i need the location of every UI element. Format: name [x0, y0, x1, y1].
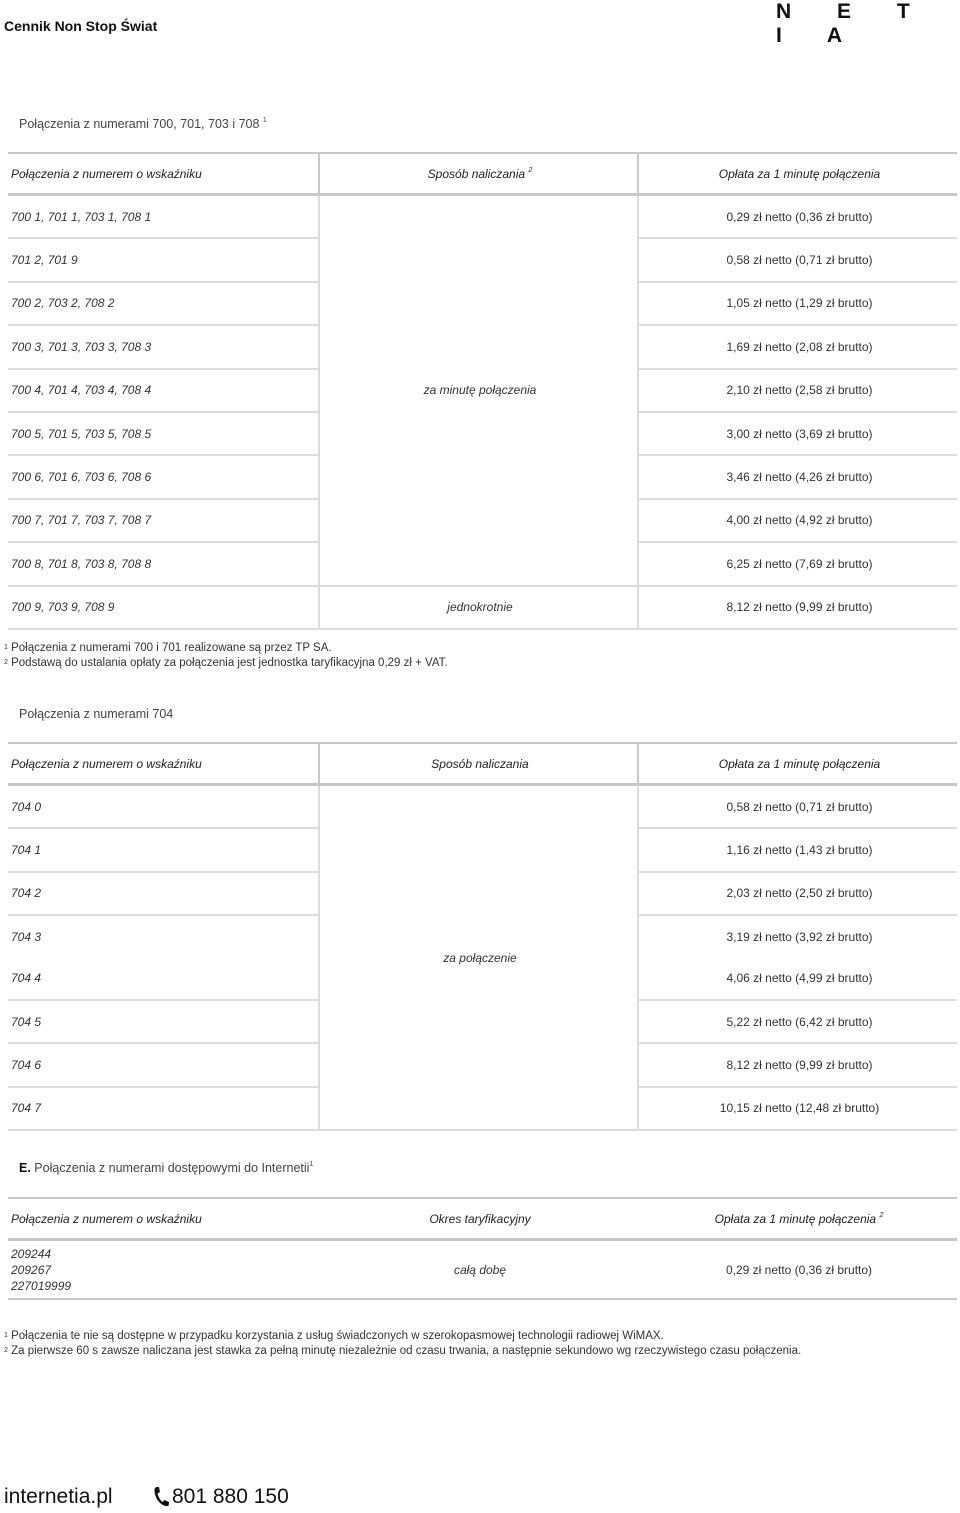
table-row	[8, 785, 957, 829]
price-cell: 10,15 zł netto (12,48 zł brutto)	[638, 1087, 957, 1130]
footnotes-section3	[4, 1329, 801, 1359]
section2-heading: Połączenia z numerami 704	[19, 707, 174, 721]
footnote-marker: 1	[4, 1332, 8, 1339]
method-cell: jednokrotnie	[319, 586, 638, 629]
col-header-number: Połączenia z numerem o wskaźniku	[8, 153, 319, 195]
price-cell: 8,12 zł netto (9,99 zł brutto)	[638, 1043, 957, 1086]
table-header-row	[8, 743, 957, 785]
section-letter: E.	[19, 1161, 31, 1175]
section3-heading	[19, 1161, 313, 1175]
footnote-text: Podstawą do ustalania opłaty za połączenia jest jednostka taryfikacyjna 0,29 zł + VAT.	[11, 657, 448, 669]
footnote-text: Za pierwsze 60 s zawsze naliczana jest stawka za pełną minutę niezależnie od czasu trwania, a następnie sekundowo wg rzeczywistego czasu połączenia.	[11, 1345, 802, 1357]
price-cell: 6,25 zł netto (7,69 zł brutto)	[638, 542, 957, 585]
price-cell: 8,12 zł netto (9,99 zł brutto)	[638, 586, 957, 629]
price-cell: 5,22 zł netto (6,42 zł brutto)	[638, 1000, 957, 1043]
col-header-method	[319, 153, 638, 195]
number-cell: 704 4	[8, 958, 319, 1000]
footnote-marker: 1	[309, 1161, 314, 1168]
website-link[interactable]: internetia.pl	[4, 1485, 113, 1508]
number-cell: 701 2, 701 9	[8, 238, 319, 281]
footnote	[4, 641, 448, 656]
price-cell: 0,29 zł netto (0,36 zł brutto)	[638, 195, 957, 239]
footnote-marker: 2	[879, 1211, 884, 1219]
price-cell: 0,29 zł netto (0,36 zł brutto)	[638, 1240, 957, 1300]
period-cell: całą dobę	[319, 1240, 638, 1300]
footnote	[4, 1344, 801, 1359]
phone-contact[interactable]	[152, 1485, 289, 1509]
number-cell: 700 8, 701 8, 703 8, 708 8	[8, 542, 319, 585]
footnote-marker: 2	[528, 166, 533, 174]
col-header-method: Sposób naliczania	[319, 743, 638, 785]
access-number: 209244	[11, 1246, 52, 1261]
phone-number: 801 880 150	[172, 1485, 289, 1508]
number-cell	[8, 1240, 319, 1300]
number-cell: 704 3	[11, 929, 42, 944]
number-cell: 704 6	[8, 1043, 319, 1086]
price-cell: 3,00 zł netto (3,69 zł brutto)	[638, 412, 957, 455]
price-cell: 1,16 zł netto (1,43 zł brutto)	[638, 828, 957, 871]
price-cell: 1,05 zł netto (1,29 zł brutto)	[638, 282, 957, 325]
footnote-marker: 2	[4, 1347, 8, 1354]
number-cell: 700 5, 701 5, 703 5, 708 5	[8, 412, 319, 455]
table-header-row	[8, 153, 957, 195]
table-700-numbers	[8, 152, 957, 630]
table-internet-numbers	[8, 1197, 957, 1300]
number-cell: 704 7	[8, 1087, 319, 1130]
netia-logo: N E T I A	[776, 0, 930, 47]
price-cell: 3,46 zł netto (4,26 zł brutto)	[638, 455, 957, 498]
doc-title: Cennik Non Stop Świat	[4, 18, 158, 34]
number-cell: 704 5	[8, 1000, 319, 1043]
access-number: 227019999	[11, 1278, 72, 1293]
col-header-price: Opłata za 1 minutę połączenia	[638, 153, 957, 195]
footnote	[4, 656, 448, 671]
price-cell: 4,06 zł netto (4,99 zł brutto)	[638, 958, 957, 1000]
col-header-period: Okres taryfikacyjny	[319, 1198, 638, 1240]
col-header-number: Połączenia z numerem o wskaźniku	[8, 1198, 319, 1240]
section3-heading-text: Połączenia z numerami dostępowymi do Internetii	[34, 1161, 310, 1175]
price-cell: 2,10 zł netto (2,58 zł brutto)	[638, 369, 957, 412]
section1-heading-text: Połączenia z numerami 700, 701, 703 i 708	[19, 117, 260, 131]
table-row	[8, 195, 957, 239]
col-header-price	[638, 1198, 957, 1240]
number-cell: 700 2, 703 2, 708 2	[8, 282, 319, 325]
footnote-marker: 2	[4, 659, 8, 666]
col-header-number: Połączenia z numerem o wskaźniku	[8, 743, 319, 785]
method-cell: za minutę połączenia	[319, 195, 638, 586]
footnote-text: Połączenia z numerami 700 i 701 realizowane są przez TP SA.	[11, 642, 332, 654]
section1-heading	[19, 117, 267, 131]
table-row	[8, 1240, 957, 1300]
table-704-numbers	[8, 742, 957, 1131]
price-cell: 4,00 zł netto (4,92 zł brutto)	[638, 499, 957, 542]
number-cell: 704 0	[8, 785, 319, 829]
phone-icon	[152, 1486, 170, 1508]
number-cell: 700 4, 701 4, 703 4, 708 4	[8, 369, 319, 412]
footnote	[4, 1329, 801, 1344]
col-header-method-text: Sposób naliczania	[427, 166, 526, 181]
price-cell: 1,69 zł netto (2,08 zł brutto)	[638, 325, 957, 368]
number-cell: 700 6, 701 6, 703 6, 708 6	[8, 455, 319, 498]
price-cell: 2,03 zł netto (2,50 zł brutto)	[638, 872, 957, 915]
number-cell: 704 2	[8, 872, 319, 915]
footnote-marker: 1	[4, 644, 8, 651]
access-number: 209267	[11, 1262, 52, 1277]
number-cell: 700 7, 701 7, 703 7, 708 7	[8, 499, 319, 542]
footnotes-section1	[4, 641, 448, 671]
price-cell: 0,58 zł netto (0,71 zł brutto)	[638, 785, 957, 829]
price-cell: 0,58 zł netto (0,71 zł brutto)	[638, 238, 957, 281]
number-cell: 704 1	[8, 828, 319, 871]
number-cell: 700 1, 701 1, 703 1, 708 1	[8, 195, 319, 239]
footnote-marker: 1	[262, 117, 267, 124]
table-header-row	[8, 1198, 957, 1240]
method-cell: za połączenie	[319, 785, 638, 1131]
footnote-text: Połączenia te nie są dostępne w przypadku korzystania z usług świadczonych w szerokopasmowej technologii radiowej WiMAX.	[11, 1330, 664, 1342]
number-cell: 700 9, 703 9, 708 9	[8, 586, 319, 629]
number-cell: 700 3, 701 3, 703 3, 708 3	[8, 325, 319, 368]
table-row	[8, 586, 957, 629]
col-header-price: Opłata za 1 minutę połączenia	[638, 743, 957, 785]
price-cell: 3,19 zł netto (3,92 zł brutto)	[638, 915, 957, 957]
col-header-price-text: Opłata za 1 minutę połączenia	[714, 1211, 877, 1226]
